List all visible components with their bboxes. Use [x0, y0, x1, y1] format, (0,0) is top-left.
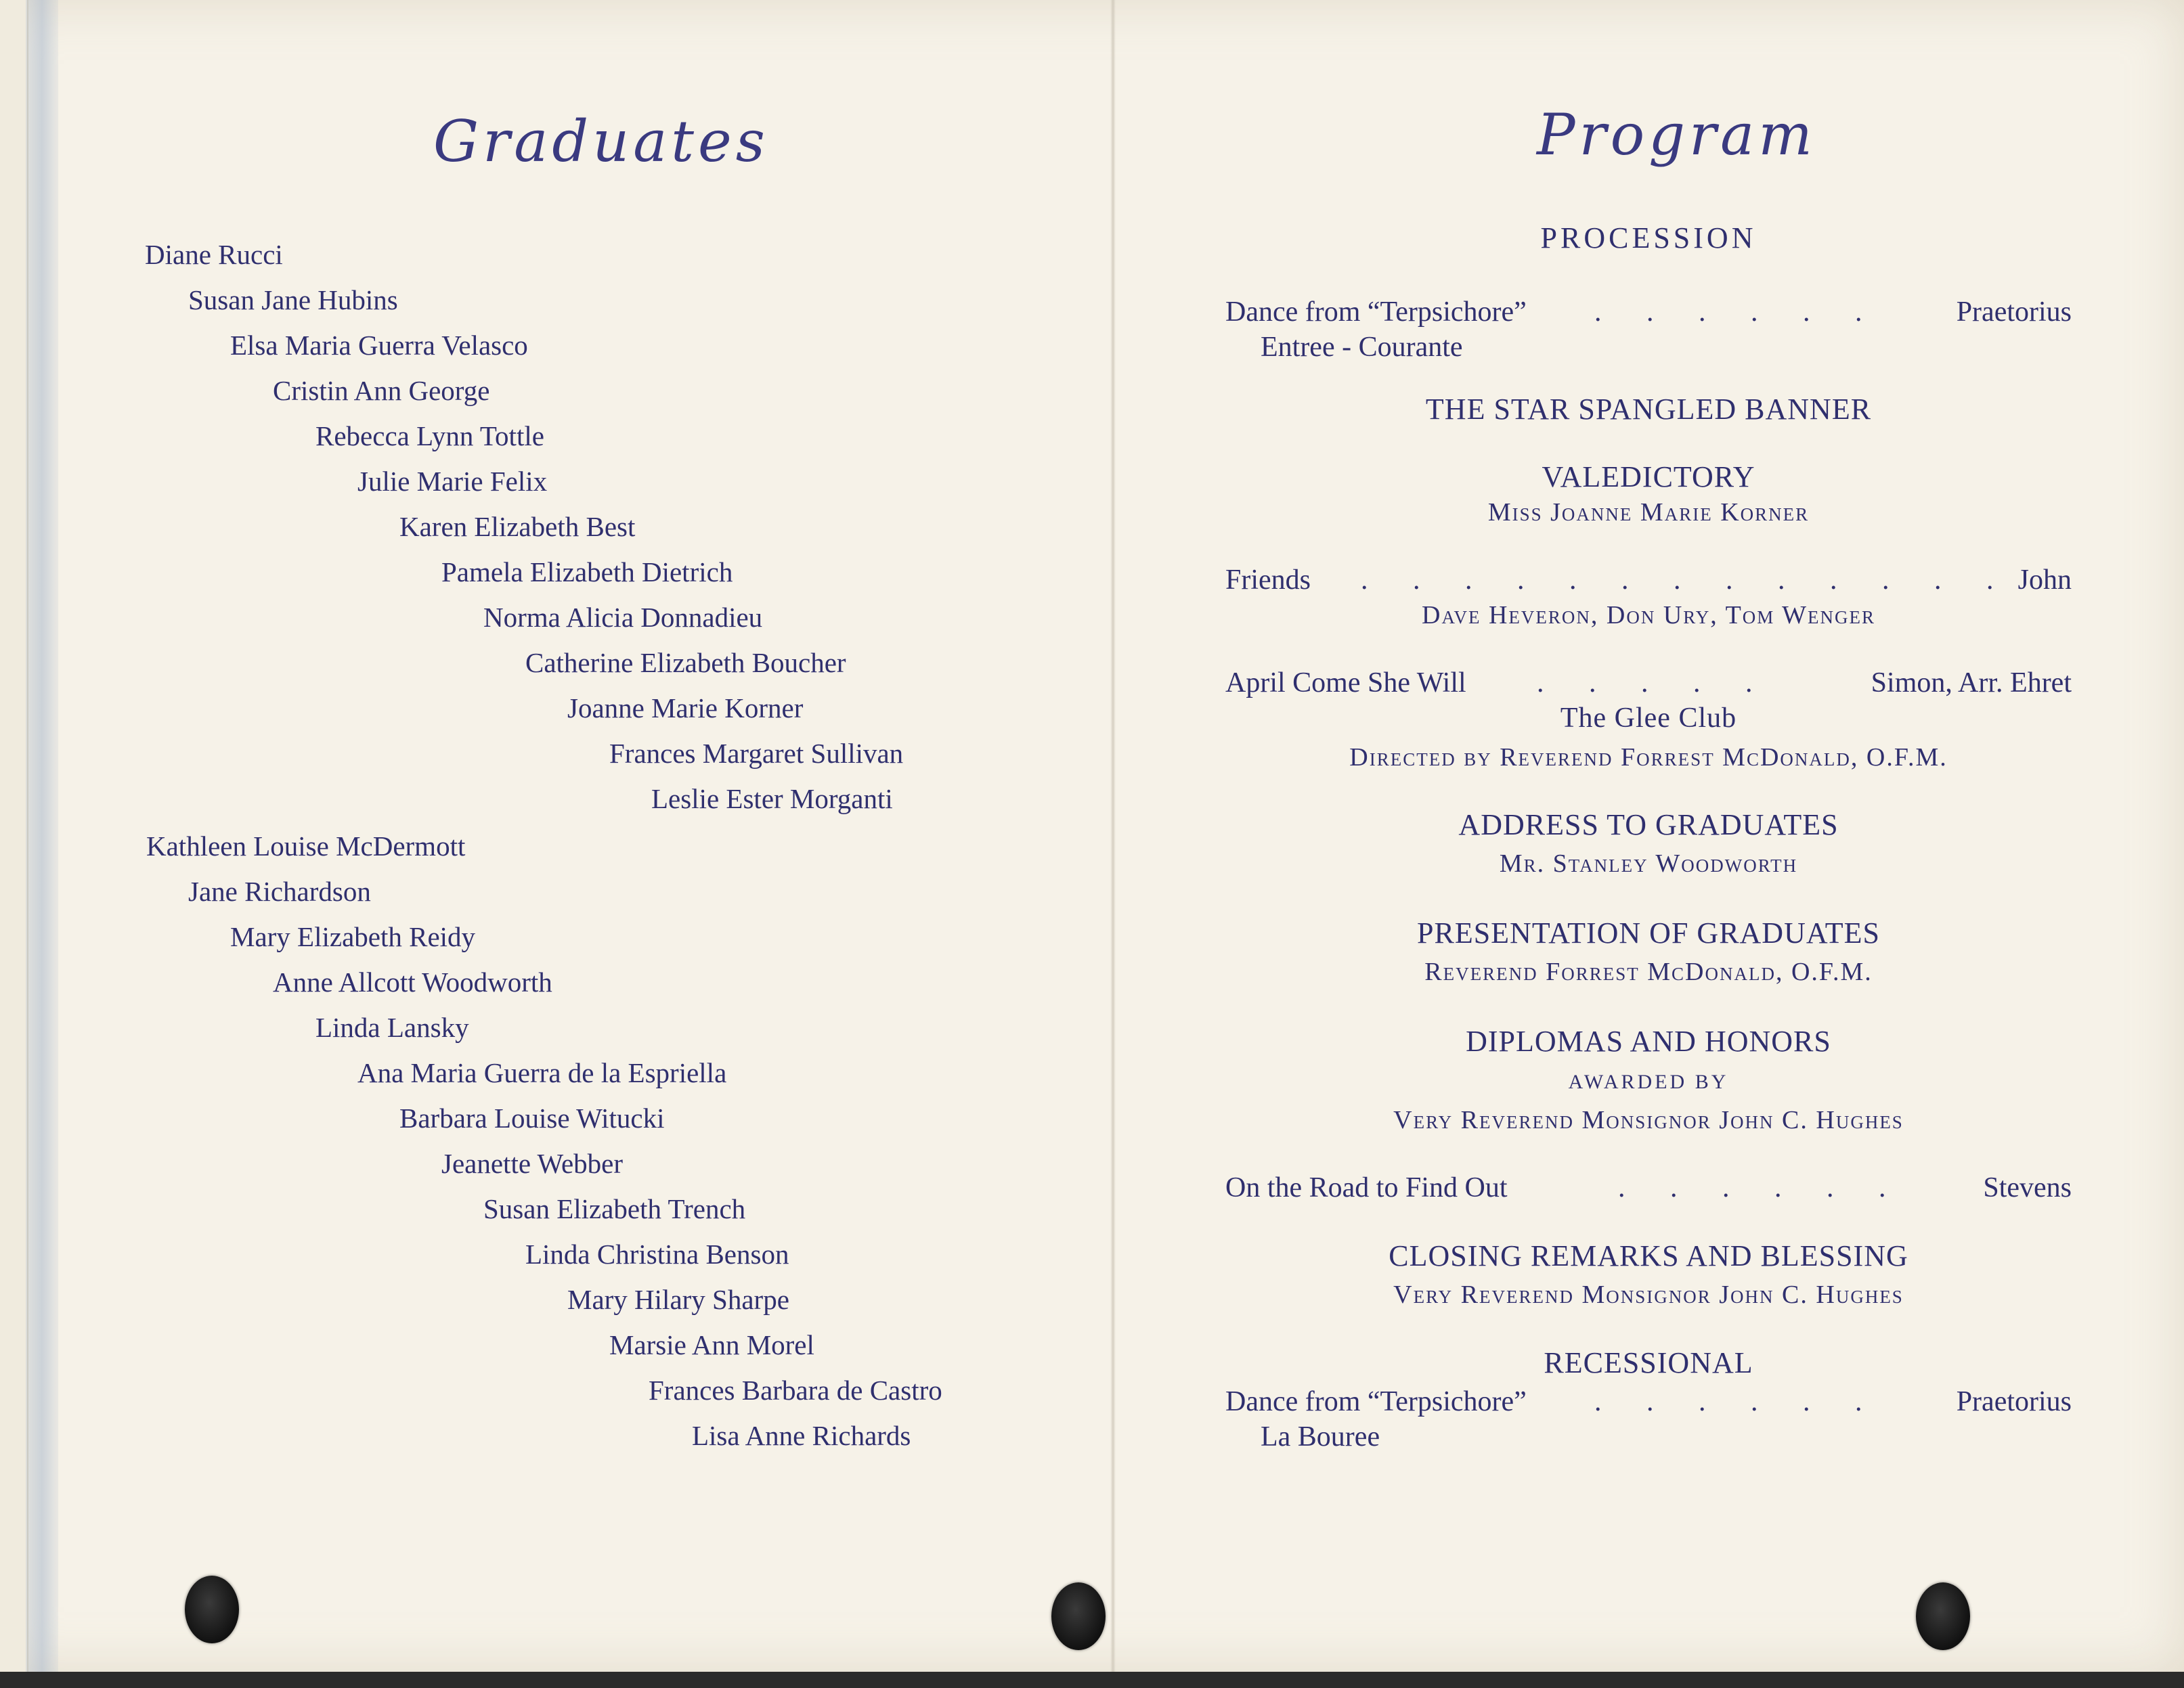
piece-title: Dance from “Terpsichore” [1225, 1386, 1527, 1417]
diplomas-heading: DIPLOMAS AND HONORS [1466, 1025, 1831, 1058]
valedictory-heading: VALEDICTORY [1542, 460, 1755, 493]
piece-title: On the Road to Find Out [1225, 1172, 1508, 1203]
graduate-name: Susan Elizabeth Trench [483, 1193, 746, 1224]
punch-hole [1051, 1582, 1106, 1650]
piece-performers: Dave Heveron, Don Ury, Tom Wenger [1422, 601, 1875, 629]
graduate-name: Leslie Ester Morganti [651, 783, 893, 814]
graduate-name: Ana Maria Guerra de la Espriella [357, 1057, 727, 1088]
piece-composer: Stevens [1983, 1172, 2072, 1203]
graduate-name: Karen Elizabeth Best [399, 511, 636, 542]
recessional-heading: RECESSIONAL [1544, 1346, 1753, 1379]
graduate-name: Pamela Elizabeth Dietrich [441, 556, 733, 587]
graduate-name: Linda Christina Benson [525, 1239, 789, 1270]
presentation-speaker: Reverend Forrest McDonald, O.F.M. [1424, 958, 1873, 986]
scan-bottom-border [0, 1672, 2184, 1688]
graduates-title: Graduates [433, 108, 769, 175]
diplomas-speaker: Very Reverend Monsignor John C. Hughes [1393, 1106, 1904, 1134]
graduate-name: Frances Margaret Sullivan [609, 738, 904, 769]
leader-dots: . . . . . . . . . . . . . [1361, 564, 2013, 596]
binding-shadow [26, 0, 58, 1672]
piece-composer: John [2017, 564, 2072, 596]
graduate-name: Rebecca Lynn Tottle [315, 420, 544, 451]
procession-heading: PROCESSION [1540, 221, 1757, 254]
leader-dots: . . . . . . [1594, 296, 1881, 328]
anthem-heading: THE STAR SPANGLED BANNER [1425, 393, 1872, 426]
closing-heading: CLOSING REMARKS AND BLESSING [1389, 1239, 1908, 1272]
piece-director: Directed by Reverend Forrest McDonald, O.F.M. [1349, 743, 1948, 772]
graduate-name: Joanne Marie Korner [567, 692, 804, 724]
piece-title: Dance from “Terpsichore” [1225, 296, 1527, 328]
closing-speaker: Very Reverend Monsignor John C. Hughes [1393, 1281, 1904, 1309]
piece-composer: Simon, Arr. Ehret [1871, 667, 2072, 698]
center-fold [1110, 0, 1116, 1672]
presentation-heading: PRESENTATION OF GRADUATES [1417, 916, 1880, 950]
torn-left-edge [0, 0, 28, 1672]
graduate-name: Anne Allcott Woodworth [273, 967, 552, 998]
graduate-name: Kathleen Louise McDermott [146, 830, 466, 862]
valedictory-speaker: Miss Joanne Marie Korner [1487, 498, 1810, 527]
graduate-name: Mary Hilary Sharpe [567, 1284, 789, 1315]
piece-composer: Praetorius [1956, 1386, 2072, 1417]
leader-dots: . . . . . [1537, 667, 1772, 698]
graduate-name: Barbara Louise Witucki [399, 1103, 665, 1134]
address-speaker: Mr. Stanley Woodworth [1499, 849, 1798, 878]
graduate-name: Marsie Ann Morel [609, 1329, 814, 1360]
graduate-name: Cristin Ann George [273, 375, 490, 406]
punch-hole [185, 1576, 239, 1643]
address-heading: ADDRESS TO GRADUATES [1458, 808, 1839, 841]
graduate-name: Susan Jane Hubins [188, 284, 398, 315]
piece-composer: Praetorius [1956, 296, 2072, 328]
piece-movements: Entree - Courante [1261, 332, 1463, 363]
leader-dots: . . . . . . [1594, 1386, 1881, 1417]
graduate-name: Norma Alicia Donnadieu [483, 602, 763, 633]
graduate-name: Julie Marie Felix [357, 466, 548, 497]
program-title: Program [1537, 102, 1816, 168]
graduate-name: Catherine Elizabeth Boucher [525, 647, 846, 678]
graduate-name: Jeanette Webber [441, 1148, 624, 1179]
graduate-name: Jane Richardson [188, 876, 371, 907]
graduate-name: Frances Barbara de Castro [649, 1375, 942, 1406]
piece-movements: La Bouree [1261, 1421, 1380, 1452]
leader-dots: . . . . . . [1618, 1172, 1905, 1203]
punch-hole [1916, 1582, 1970, 1650]
piece-title: Friends [1225, 564, 1311, 596]
piece-performers: The Glee Club [1560, 703, 1737, 734]
piece-title: April Come She Will [1225, 667, 1466, 698]
graduate-name: Lisa Anne Richards [692, 1420, 911, 1451]
graduate-name: Diane Rucci [145, 239, 283, 270]
graduate-name: Elsa Maria Guerra Velasco [230, 330, 528, 361]
graduate-name: Mary Elizabeth Reidy [230, 921, 476, 952]
awarded-by-label: AWARDED BY [1568, 1071, 1729, 1093]
graduate-name: Linda Lansky [315, 1012, 469, 1043]
